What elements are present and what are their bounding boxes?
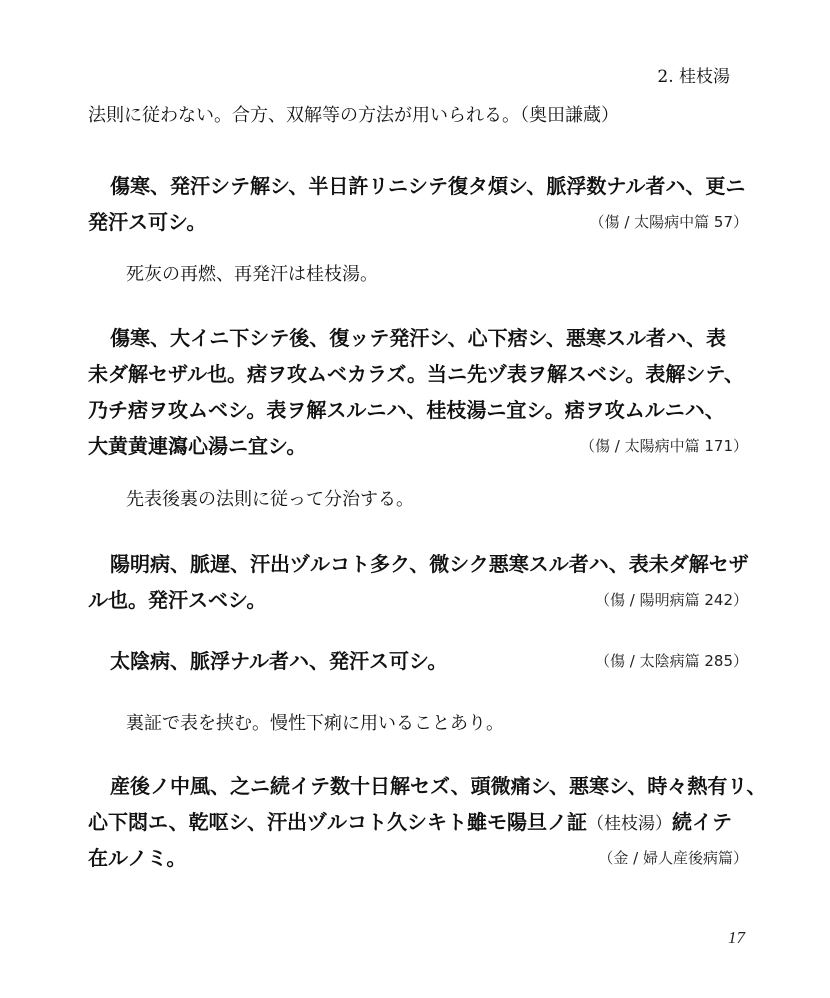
quote-line [88, 204, 748, 240]
commentary-paragraph [88, 706, 786, 742]
classical-quote [88, 643, 748, 679]
classical-quote [88, 546, 748, 618]
classical-quote [88, 168, 748, 240]
quote-line-text: 在ルノミ。 [88, 846, 187, 870]
running-head: 2. 桂枝湯 [657, 67, 730, 87]
inline-note: （桂枝湯） [587, 814, 672, 834]
quote-line-text: 心下悶エ、乾呕シ、汗出ヅルコト久シキト雖モ陽旦ノ証 [88, 810, 587, 834]
citation: （金 / 婦人産後病篇） [598, 849, 748, 867]
commentary-text: 裏証で表を挟む。慢性下痢に用いることあり。 [126, 713, 504, 734]
citation: （傷 / 陽明病篇 242） [595, 591, 748, 609]
quote-line [88, 582, 748, 618]
quote-line: 陽明病、脈遅、汗出ヅルコト多ク、微シク悪寒スル者ハ、表未ダ解セザ [110, 552, 749, 576]
quote-line [88, 840, 748, 876]
commentary-text: 法則に従わない。合方、双解等の方法が用いられる。（奥田謙蔵） [88, 105, 619, 126]
quote-line-text: 続イテ [672, 810, 732, 834]
commentary-paragraph [88, 257, 786, 293]
quote-line-text: 大黄黄連瀉心湯ニ宜シ。 [88, 434, 307, 458]
commentary-paragraph [88, 98, 748, 134]
quote-line: 未ダ解セザル也。痞ヲ攻ムベカラズ。当ニ先ヅ表ヲ解スベシ。表解シテ、 [88, 362, 744, 386]
quote-line-text: ル也。発汗スベシ。 [88, 588, 267, 612]
commentary-text: 死灰の再燃、再発汗は桂枝湯。 [126, 264, 378, 285]
quote-line: 傷寒、大イニ下シテ後、復ッテ発汗シ、心下痞シ、悪寒スル者ハ、表 [110, 326, 726, 350]
commentary-text: 先表後裏の法則に従って分治する。 [126, 489, 414, 510]
quote-line [88, 804, 748, 840]
quote-line [88, 428, 748, 464]
quote-line-text: 太陰病、脈浮ナル者ハ、発汗ス可シ。 [110, 649, 448, 673]
quote-line: 傷寒、発汗シテ解シ、半日許リニシテ復タ煩シ、脈浮数ナル者ハ、更ニ [110, 174, 746, 198]
citation: （傷 / 太陽病中篇 171） [580, 437, 748, 455]
commentary-paragraph [88, 482, 786, 518]
quote-line: 乃チ痞ヲ攻ムベシ。表ヲ解スルニハ、桂枝湯ニ宜シ。痞ヲ攻ムルニハ、 [88, 398, 725, 422]
citation: （傷 / 太陽病中篇 57） [589, 213, 748, 231]
classical-quote [88, 768, 767, 876]
classical-quote [88, 320, 748, 464]
quote-line: 産後ノ中風、之ニ続イテ数十日解セズ、頭微痛シ、悪寒シ、時々熱有リ、 [110, 774, 767, 798]
quote-line [88, 643, 748, 679]
quote-line-text: 発汗ス可シ。 [88, 210, 207, 234]
citation: （傷 / 太陰病篇 285） [595, 652, 748, 670]
page-number: 17 [728, 928, 745, 947]
